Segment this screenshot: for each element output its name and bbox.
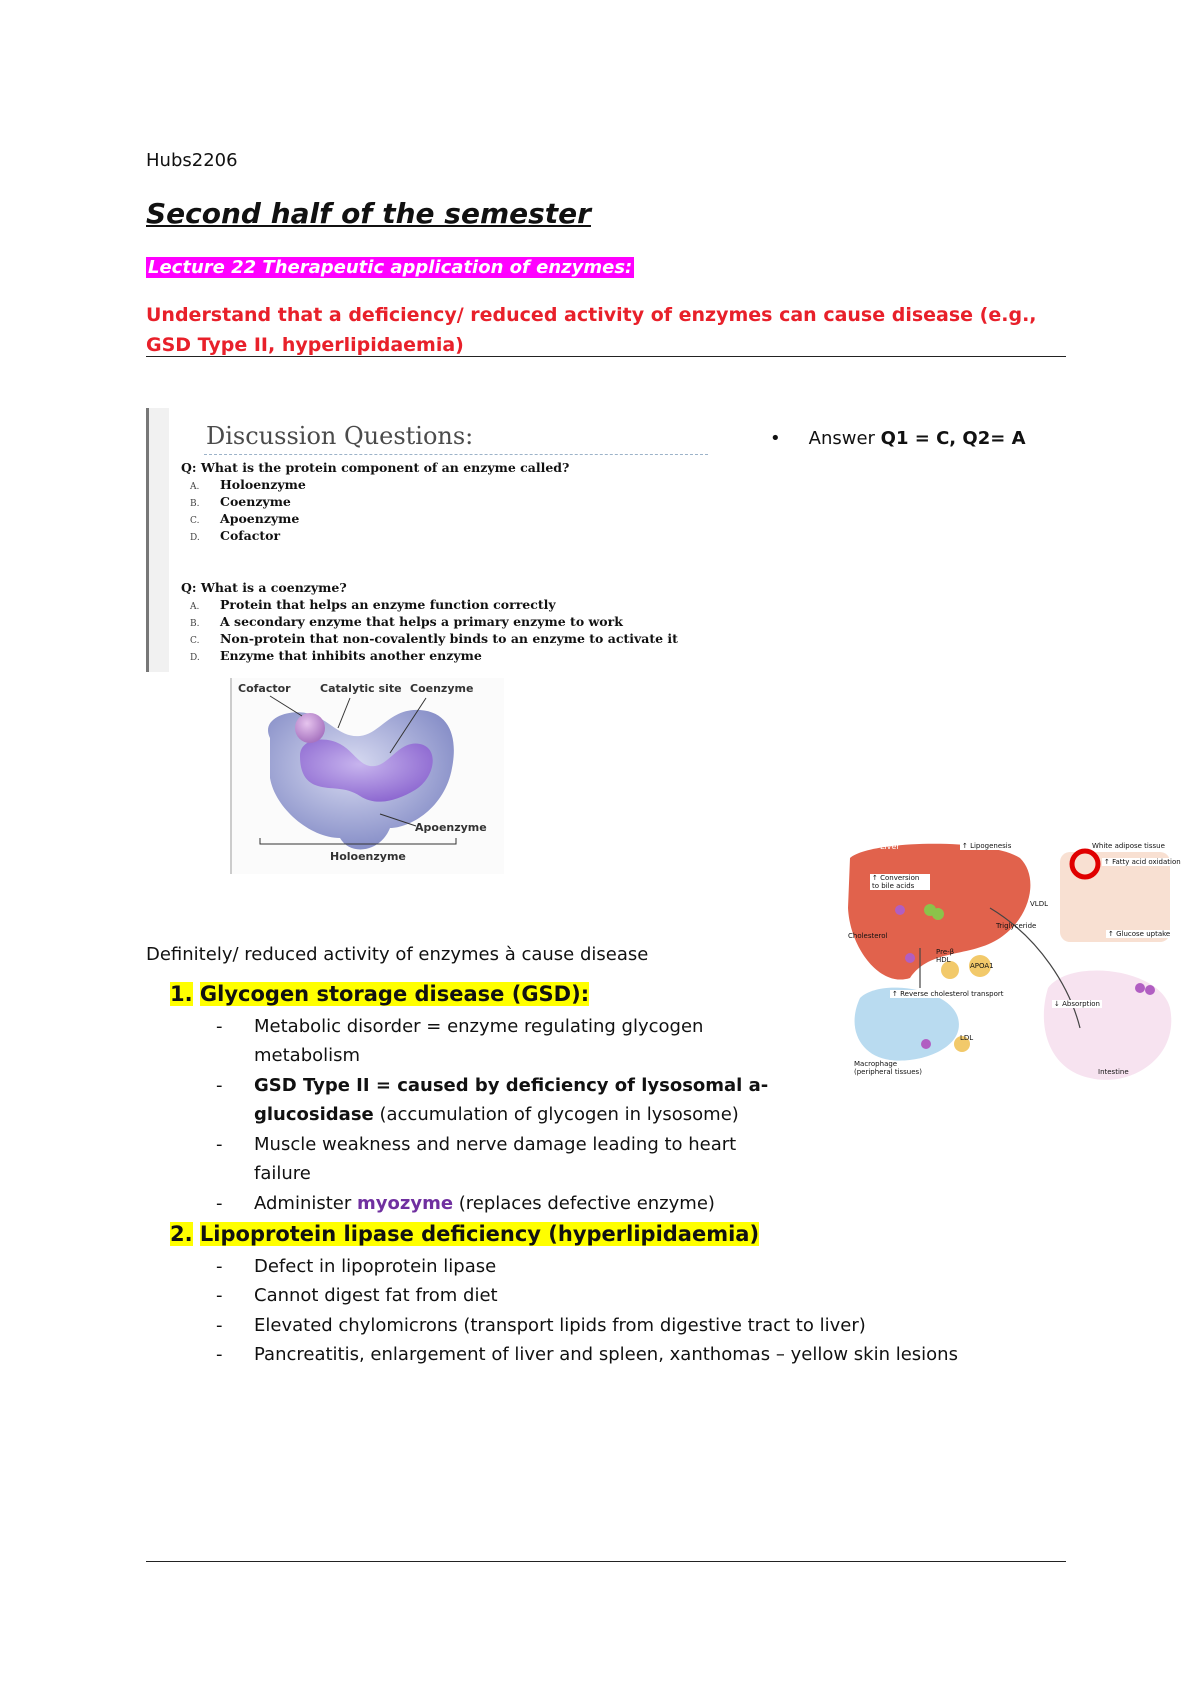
reverse-transport-label: ↑ Reverse cholesterol transport	[892, 990, 1004, 998]
question-1-option-a: A. Holoenzyme	[190, 477, 306, 492]
apoa1-label: APOA1	[970, 962, 994, 970]
coenzyme-label: Coenzyme	[410, 682, 474, 695]
cofactor-shape	[295, 713, 325, 743]
answer-value: Q1 = C, Q2= A	[880, 428, 1026, 449]
figure-border	[230, 678, 232, 874]
course-code: Hubs2206	[146, 150, 238, 171]
question-1: Q: What is the protein component of an enzyme called?	[181, 460, 570, 475]
hdl-label: Pre-β HDL	[936, 948, 955, 964]
bullet: •	[770, 428, 781, 449]
vldl-label: VLDL	[1030, 900, 1048, 908]
lipid-metabolism-figure	[840, 838, 1184, 1118]
answer-item	[770, 428, 1026, 449]
section-2-title: Lipoprotein lipase deficiency (hyperlipidaemia)	[199, 1222, 760, 1246]
question-2-option-a: A. Protein that helps an enzyme function correctly	[190, 597, 556, 612]
section-1-title: Glycogen storage disease (GSD):	[199, 982, 590, 1006]
enzyme-structure-figure	[230, 678, 504, 874]
catalytic-site-label: Catalytic site	[320, 682, 402, 695]
definition-text: Definitely/ reduced activity of enzymes à cause disease	[146, 944, 649, 965]
cholesterol-label: Cholesterol	[848, 932, 888, 940]
question-1-option-c: C. Apoenzyme	[190, 511, 300, 526]
page-title: Second half of the semester	[146, 197, 591, 230]
fatty-acid-label: ↑ Fatty acid oxidation	[1104, 858, 1181, 866]
macrophage-shape	[855, 988, 959, 1061]
absorption-label: ↓ Absorption	[1054, 1000, 1100, 1008]
discussion-questions-figure	[146, 408, 716, 672]
question-2-option-b: B. A secondary enzyme that helps a primary enzyme to work	[190, 614, 623, 629]
question-2: Q: What is a coenzyme?	[181, 580, 347, 595]
learning-objective: Understand that a deficiency/ reduced activity of enzymes can cause disease (e.g., GSD Type II, hyperlipidaemia)	[146, 304, 1037, 356]
section-2-number: 2.	[170, 1222, 193, 1246]
figure-border-shade	[149, 408, 169, 672]
question-1-option-b: B. Coenzyme	[190, 494, 291, 509]
divider	[146, 1561, 1066, 1562]
drug-name: myozyme	[357, 1193, 454, 1214]
answer-label: Answer	[808, 428, 881, 449]
intestine-label: Intestine	[1098, 1068, 1129, 1076]
macrophage-label: Macrophage (peripheral tissues)	[854, 1060, 922, 1076]
cofactor-label: Cofactor	[238, 682, 291, 695]
conversion-label: ↑ Conversion to bile acids	[870, 874, 930, 890]
question-2-option-d: D. Enzyme that inhibits another enzyme	[190, 648, 482, 663]
glucose-uptake-label: ↑ Glucose uptake	[1108, 930, 1171, 938]
section-1-number: 1.	[170, 982, 193, 1006]
adipose-label: White adipose tissue	[1092, 842, 1165, 850]
discussion-title-underline	[204, 454, 708, 455]
ldl-label: LDL	[960, 1034, 974, 1042]
enzyme-illustration	[230, 678, 504, 874]
section-1-heading	[170, 982, 589, 1006]
divider	[146, 356, 1066, 357]
apoenzyme-label: Apoenzyme	[415, 821, 487, 834]
liver-label: Liver	[880, 842, 900, 851]
triglyceride-label: Triglyceride	[996, 922, 1037, 930]
holoenzyme-label: Holoenzyme	[330, 850, 406, 863]
lipogenesis-label: ↑ Lipogenesis	[962, 842, 1012, 850]
discussion-title: Discussion Questions:	[206, 422, 474, 450]
question-2-option-c: C. Non-protein that non-covalently binds to an enzyme to activate it	[190, 631, 678, 646]
section-2-heading	[170, 1222, 759, 1246]
question-1-option-d: D. Cofactor	[190, 528, 281, 543]
lecture-title: Lecture 22 Therapeutic application of enzymes:	[148, 257, 633, 278]
